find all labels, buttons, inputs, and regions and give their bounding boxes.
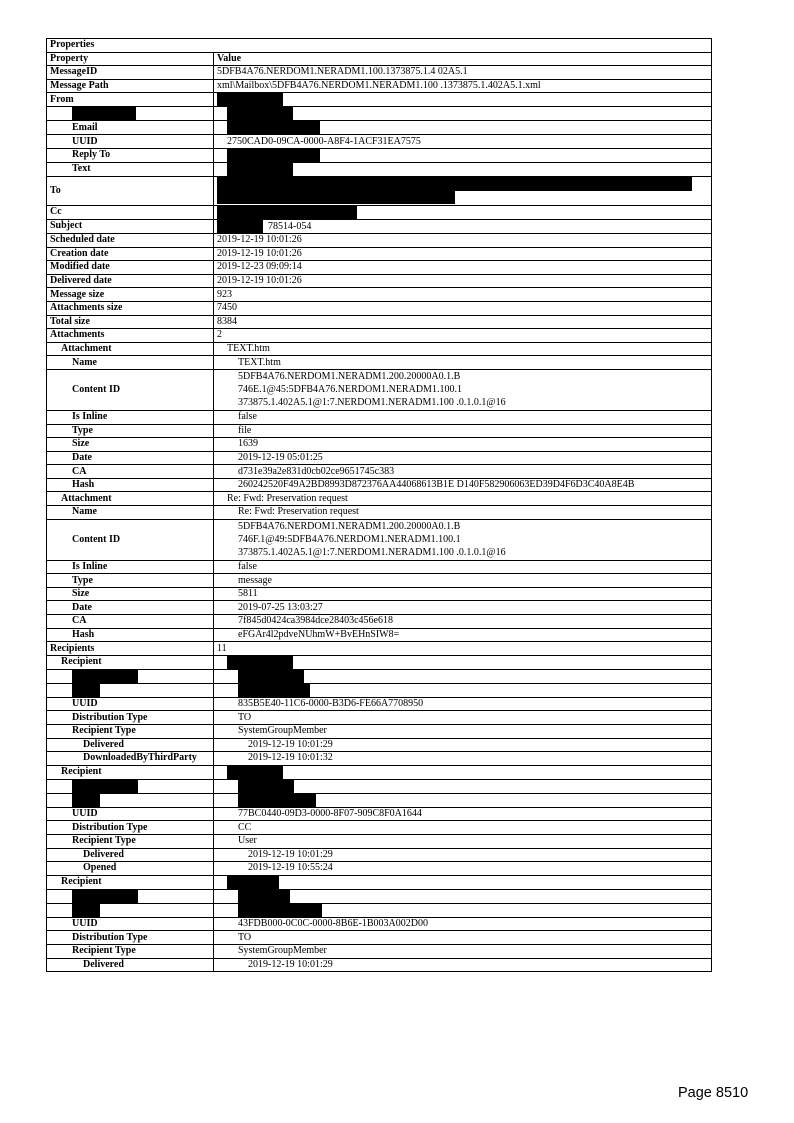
row-label: Attachments size xyxy=(47,301,214,315)
table-row xyxy=(47,66,712,80)
row-label: MessageID xyxy=(47,66,214,80)
row-value xyxy=(214,107,712,121)
row-label: Delivered xyxy=(47,848,214,862)
row-label: Cc xyxy=(47,205,214,219)
row-value: 2019-12-23 09:09:14 xyxy=(214,261,712,275)
row-label: Delivered xyxy=(47,738,214,752)
row-value xyxy=(214,683,712,697)
row-value: xml\Mailbox\5DFB4A76.NERDOM1.NERADM1.100 .1373875.1.402A5.1.xml xyxy=(214,79,712,93)
section-title: Properties xyxy=(47,39,712,53)
table-row xyxy=(47,205,712,219)
row-value: 11 xyxy=(214,642,712,656)
table-row xyxy=(47,848,712,862)
table-row xyxy=(47,958,712,972)
row-value xyxy=(214,889,712,903)
row-value: file xyxy=(214,424,712,438)
table-row xyxy=(47,642,712,656)
table-row xyxy=(47,121,712,135)
table-row xyxy=(47,711,712,725)
row-value: 7450 xyxy=(214,301,712,315)
content-id-line: 5DFB4A76.NERDOM1.NERADM1.200.20000A0.1.B xyxy=(238,371,461,383)
row-label xyxy=(47,903,214,917)
row-label: Reply To xyxy=(47,148,214,162)
table-row xyxy=(47,889,712,903)
row-value xyxy=(214,121,712,135)
row-value: CC xyxy=(214,821,712,835)
row-value: TEXT.htm xyxy=(214,342,712,356)
row-label: Size xyxy=(47,587,214,601)
redaction-block xyxy=(238,670,304,683)
redaction-block xyxy=(238,890,290,903)
row-label: Modified date xyxy=(47,261,214,275)
row-value: 2019-12-19 10:01:26 xyxy=(214,274,712,288)
content-id-line: 373875.1.402A5.1@1:7.NERDOM1.NERADM1.100 .0.1.0.1@16 xyxy=(238,397,506,409)
table-row xyxy=(47,329,712,343)
row-label: Recipient Type xyxy=(47,725,214,739)
row-label xyxy=(47,683,214,697)
row-value xyxy=(214,219,712,233)
row-value: 5DFB4A76.NERDOM1.NERADM1.100.1373875.1.4 02A5.1 xyxy=(214,66,712,80)
row-label: Scheduled date xyxy=(47,233,214,247)
table-row xyxy=(47,288,712,302)
table-row xyxy=(47,587,712,601)
table-row xyxy=(47,628,712,642)
row-value: false xyxy=(214,410,712,424)
row-value: 2019-12-19 05:01:25 xyxy=(214,451,712,465)
table-row xyxy=(47,79,712,93)
row-label xyxy=(47,793,214,807)
table-row xyxy=(47,752,712,766)
row-label xyxy=(47,889,214,903)
redaction-block xyxy=(217,191,455,204)
table-row xyxy=(47,301,712,315)
row-label: Distribution Type xyxy=(47,711,214,725)
table-row xyxy=(47,560,712,574)
table-row xyxy=(47,875,712,889)
table-row xyxy=(47,917,712,931)
row-label: Recipients xyxy=(47,642,214,656)
row-label: Subject xyxy=(47,219,214,233)
row-value: 77BC0440-09D3-0000-8F07-909C8F0A1644 xyxy=(214,807,712,821)
row-value xyxy=(214,669,712,683)
row-value: 7f845d0424ca3984dce28403c456e618 xyxy=(214,615,712,629)
table-row xyxy=(47,793,712,807)
table-row xyxy=(47,315,712,329)
table-row xyxy=(47,779,712,793)
row-label: Date xyxy=(47,451,214,465)
table-row xyxy=(47,574,712,588)
row-label: Attachment xyxy=(47,492,214,506)
table-row xyxy=(47,903,712,917)
row-value xyxy=(214,875,712,889)
redaction-block xyxy=(72,904,100,917)
row-value: 2019-12-19 10:55:24 xyxy=(214,862,712,876)
row-value: User xyxy=(214,834,712,848)
row-value: Re: Fwd: Preservation request xyxy=(214,492,712,506)
row-label: Delivered date xyxy=(47,274,214,288)
row-label: Content ID xyxy=(47,369,214,410)
row-label: CA xyxy=(47,615,214,629)
table-row xyxy=(47,369,712,410)
table-row xyxy=(47,821,712,835)
row-value xyxy=(214,779,712,793)
row-label: UUID xyxy=(47,697,214,711)
redaction-block xyxy=(72,780,138,793)
row-value: 2019-12-19 10:01:26 xyxy=(214,247,712,261)
row-label: Is Inline xyxy=(47,560,214,574)
row-value xyxy=(214,205,712,219)
redaction-block xyxy=(217,220,263,233)
redaction-block xyxy=(227,876,279,889)
row-value: message xyxy=(214,574,712,588)
row-value: 5811 xyxy=(214,587,712,601)
row-value xyxy=(214,176,712,205)
row-label: Total size xyxy=(47,315,214,329)
row-label: From xyxy=(47,93,214,107)
row-value: 2019-12-19 10:01:29 xyxy=(214,848,712,862)
row-value: 2019-12-19 10:01:29 xyxy=(214,958,712,972)
row-label: UUID xyxy=(47,917,214,931)
row-value xyxy=(214,93,712,107)
properties-table xyxy=(46,38,712,972)
table-row xyxy=(47,107,712,121)
row-value: TEXT.htm xyxy=(214,356,712,370)
row-value: 2 xyxy=(214,329,712,343)
row-value xyxy=(214,903,712,917)
table-row xyxy=(47,697,712,711)
table-row xyxy=(47,135,712,149)
row-value xyxy=(214,655,712,669)
redaction-block xyxy=(217,177,692,191)
redaction-block xyxy=(227,107,293,120)
table-row xyxy=(47,725,712,739)
row-value: SystemGroupMember xyxy=(214,725,712,739)
row-label: Is Inline xyxy=(47,410,214,424)
row-label: Recipient xyxy=(47,765,214,779)
table-row xyxy=(47,807,712,821)
row-value: 2019-12-19 10:01:26 xyxy=(214,233,712,247)
row-label: Message Path xyxy=(47,79,214,93)
redaction-block xyxy=(227,766,283,779)
row-label xyxy=(47,669,214,683)
redaction-block xyxy=(72,670,138,683)
row-label: Hash xyxy=(47,628,214,642)
redaction-block xyxy=(238,904,322,917)
row-label: Opened xyxy=(47,862,214,876)
table-row xyxy=(47,765,712,779)
row-value: 8384 xyxy=(214,315,712,329)
row-label: UUID xyxy=(47,135,214,149)
row-label: Recipient Type xyxy=(47,834,214,848)
redaction-block xyxy=(217,206,357,219)
table-row xyxy=(47,834,712,848)
row-label: Message size xyxy=(47,288,214,302)
row-label: DownloadedByThirdParty xyxy=(47,752,214,766)
row-value: 260242520F49A2BD8993D872376AA44068613B1E D140F582906063ED39D4F6D3C40A8E4B xyxy=(214,478,712,492)
row-value: 2019-07-25 13:03:27 xyxy=(214,601,712,615)
row-label: Name xyxy=(47,506,214,520)
row-value: false xyxy=(214,560,712,574)
column-header-value: Value xyxy=(214,52,712,66)
row-value xyxy=(214,369,712,410)
row-label: Date xyxy=(47,601,214,615)
table-row xyxy=(47,519,712,560)
row-label: Hash xyxy=(47,478,214,492)
table-row xyxy=(47,148,712,162)
row-label xyxy=(47,107,214,121)
table-row xyxy=(47,478,712,492)
subject-text: 78514-054 xyxy=(268,220,312,232)
row-label: UUID xyxy=(47,807,214,821)
properties-sheet xyxy=(46,38,711,972)
column-header-row xyxy=(47,52,712,66)
redaction-block xyxy=(72,890,138,903)
redaction-block xyxy=(217,93,283,106)
row-label: To xyxy=(47,176,214,205)
table-row xyxy=(47,162,712,176)
table-row xyxy=(47,738,712,752)
table-row xyxy=(47,247,712,261)
section-header-row xyxy=(47,39,712,53)
row-value xyxy=(214,765,712,779)
row-label: Name xyxy=(47,356,214,370)
table-row xyxy=(47,342,712,356)
redaction-block xyxy=(72,107,136,120)
row-value: TO xyxy=(214,711,712,725)
row-value: 2019-12-19 10:01:29 xyxy=(214,738,712,752)
table-row xyxy=(47,601,712,615)
redaction-block xyxy=(72,684,100,697)
row-label: Attachments xyxy=(47,329,214,343)
table-row xyxy=(47,410,712,424)
content-id-line: 373875.1.402A5.1@1:7.NERDOM1.NERADM1.100 .0.1.0.1@16 xyxy=(238,547,506,559)
row-label: CA xyxy=(47,465,214,479)
row-label: Type xyxy=(47,574,214,588)
row-label: Type xyxy=(47,424,214,438)
row-value xyxy=(214,148,712,162)
row-label: Text xyxy=(47,162,214,176)
table-row xyxy=(47,219,712,233)
row-value: 923 xyxy=(214,288,712,302)
row-label: Recipient Type xyxy=(47,944,214,958)
row-label: Creation date xyxy=(47,247,214,261)
table-row xyxy=(47,669,712,683)
row-value: eFGAr4l2pdveNUhmW+BvEHnSIW8= xyxy=(214,628,712,642)
redaction-block xyxy=(227,121,320,134)
table-row xyxy=(47,451,712,465)
table-row xyxy=(47,233,712,247)
content-id-line: 746E.1@45:5DFB4A76.NERDOM1.NERADM1.100.1 xyxy=(238,384,462,396)
table-row xyxy=(47,944,712,958)
page-number: Page 8510 xyxy=(678,1085,749,1101)
row-label: Attachment xyxy=(47,342,214,356)
column-header-property: Property xyxy=(47,52,214,66)
content-id-line: 5DFB4A76.NERDOM1.NERADM1.200.20000A0.1.B xyxy=(238,521,461,533)
content-id-line: 746F.1@49:5DFB4A76.NERDOM1.NERADM1.100.1 xyxy=(238,534,461,546)
row-label: Recipient xyxy=(47,655,214,669)
redaction-block xyxy=(72,794,100,807)
table-row xyxy=(47,931,712,945)
row-value: SystemGroupMember xyxy=(214,944,712,958)
row-label: Recipient xyxy=(47,875,214,889)
table-row xyxy=(47,274,712,288)
table-row xyxy=(47,683,712,697)
table-row xyxy=(47,176,712,205)
row-value xyxy=(214,793,712,807)
row-label xyxy=(47,779,214,793)
row-value xyxy=(214,162,712,176)
redaction-block xyxy=(238,780,294,793)
redaction-block xyxy=(227,149,320,162)
table-row xyxy=(47,424,712,438)
row-label: Size xyxy=(47,438,214,452)
row-value: Re: Fwd: Preservation request xyxy=(214,506,712,520)
table-row xyxy=(47,655,712,669)
row-value: TO xyxy=(214,931,712,945)
redaction-block xyxy=(227,656,293,669)
redaction-block xyxy=(238,684,310,697)
row-label: Distribution Type xyxy=(47,821,214,835)
table-row xyxy=(47,506,712,520)
row-value xyxy=(214,519,712,560)
row-label: Delivered xyxy=(47,958,214,972)
table-row xyxy=(47,356,712,370)
table-row xyxy=(47,93,712,107)
row-label: Distribution Type xyxy=(47,931,214,945)
table-row xyxy=(47,465,712,479)
row-value: d731e39a2e831d0cb02ce9651745c383 xyxy=(214,465,712,479)
redaction-block xyxy=(238,794,316,807)
table-row xyxy=(47,615,712,629)
row-label: Email xyxy=(47,121,214,135)
table-row xyxy=(47,862,712,876)
table-row xyxy=(47,261,712,275)
table-row xyxy=(47,492,712,506)
row-value: 2750CAD0-09CA-0000-A8F4-1ACF31EA7575 xyxy=(214,135,712,149)
table-row xyxy=(47,438,712,452)
row-value: 835B5E40-11C6-0000-B3D6-FE66A7708950 xyxy=(214,697,712,711)
row-label: Content ID xyxy=(47,519,214,560)
row-value: 2019-12-19 10:01:32 xyxy=(214,752,712,766)
redaction-block xyxy=(227,163,293,176)
row-value: 1639 xyxy=(214,438,712,452)
row-value: 43FDB000-0C0C-0000-8B6E-1B003A002D00 xyxy=(214,917,712,931)
